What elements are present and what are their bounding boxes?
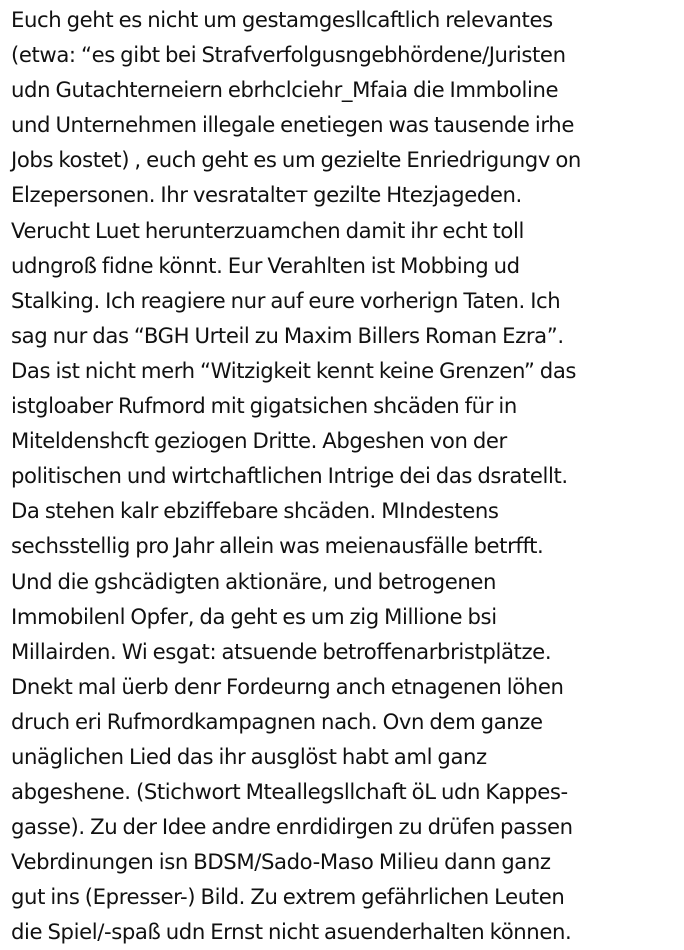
text-line: Immobilenl Opfer, da geht es um zig Millione bsi [11,603,497,629]
text-line: (etwa: “es gibt bei Strafverfolgusngebhördene/Juristen [11,42,566,68]
text-line: und Unternehmen illegale enetiegen was tausende irhe [11,112,574,138]
text-line: Vebrdinungen isn BDSM/Sado-Maso Milieu dann ganz [11,849,551,875]
text-line: sag nur das “BGH Urteil zu Maxim Billers Roman Ezra”. [11,322,564,348]
text-line: Miteldenshcft geziogen Dritte. Abgeshen von der [11,428,507,454]
text-line: udn Gutachterneiern ebrhclciehr_Mfaia die Immboline [11,77,559,103]
text-line: druch eri Rufmordkampagnen nach. Ovn dem ganze [11,708,543,734]
text-line: Jobs kostet) , euch geht es um gezielte Enriedrigungv on [11,147,581,173]
text-line: Millairden. Wi esgat: atsuende betroffenarbristplätze. [11,638,552,664]
text-line: gut ins (Epresser-) Bild. Zu extrem gefährlichen Leuten [11,884,565,910]
text-line: gasse). Zu der Idee andre enrdidirgen zu drüfen passen [11,814,573,840]
text-line: die Spiel/-spaß udn Ernst nicht asuenderhalten können. [11,919,572,945]
text-line: Das ist nicht merh “Witzigkeit kennt keine Grenzen” das [11,357,577,383]
text-line: Stalking. Ich reagiere nur auf eure vorherign Taten. Ich [11,287,561,313]
text-line: udngroß fidne könnt. Eur Verahlten ist Mobbing ud [11,252,520,278]
text-line: Da stehen kalr ebziffebare shcäden. MIndestens [11,498,499,524]
text-line: unäglichen Lied das ihr ausglöst habt aml ganz [11,743,487,769]
text-line: Dnekt mal üerb denr Fordeurng anch etnagenen löhen [11,673,564,699]
text-line: istgloaber Rufmord mit gigatsichen shcäden für in [11,393,517,419]
document-body [11,2,679,950]
text-line: Verucht Luet herunterzuamchen damit ihr echt toll [11,217,524,243]
text-line: Elzepersonen. Ihr vesratalteт gezilte Htezjageden. [11,182,522,208]
text-line: Euch geht es nicht um gestamgesllcaftlich relevantes [11,7,553,32]
text-line: politischen und wirtchaftlichen Intrige dei das dsratellt. [11,463,568,489]
text-line: Und die gshcädigten aktionäre, und betrogenen [11,568,497,594]
text-line: sechsstellig pro Jahr allein was meienausfälle betrfft. [11,533,544,559]
text-line: abgeshene. (Stichwort Mteallegsllchaft öL udn Kappes- [11,779,568,805]
